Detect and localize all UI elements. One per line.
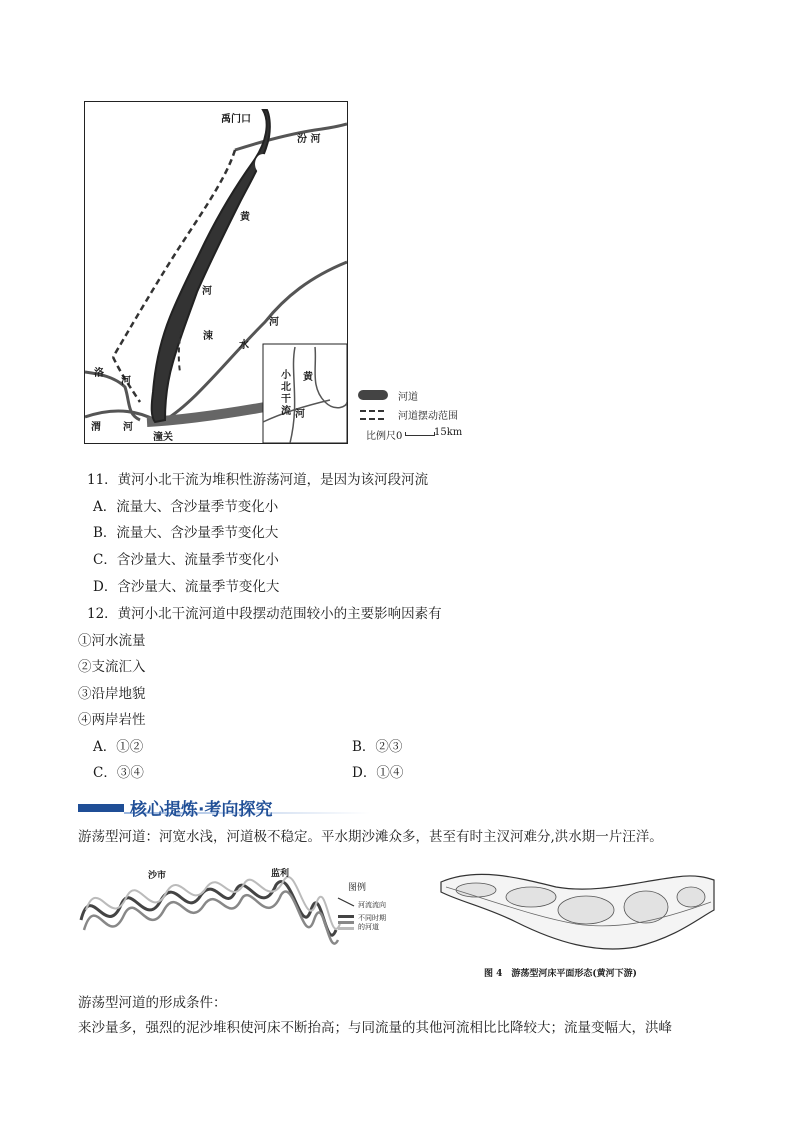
label-su: 涑 [203,331,213,342]
legend-swatch-1 [338,915,354,918]
label-city-shashi: 沙市 [148,871,167,881]
label-yumenkou: 禹门口 [221,114,251,125]
legend-swatch-3 [338,927,354,930]
legend-swatch-2 [338,921,354,924]
label-inset-he: 河 [295,409,305,420]
label-wei-he: 河 [123,422,133,433]
q12-item-2: ②支流汇入 [78,659,146,675]
label-inset-huang: 黄 [303,372,313,383]
q12-option-d[interactable]: D．①④ [352,765,404,781]
q12-option-c[interactable]: C．③④ [93,765,144,781]
map-legend [358,388,463,442]
q11-option-a[interactable]: A．流量大、含沙量季节变化小 [93,499,279,515]
label-huang: 黄 [240,212,250,223]
label-wei: 渭 [91,422,101,433]
label-he-2: 河 [269,317,279,328]
label-he-1: 河 [202,286,212,297]
legend-scale-value: 15km [434,427,463,438]
yellow-river-channel [152,110,270,422]
q11-option-c[interactable]: C．含沙量大、流量季节变化小 [93,552,279,568]
section-bar [78,804,124,812]
q12-option-b[interactable]: B．②③ [352,739,403,755]
label-tongguan: 潼关 [153,432,173,443]
braided-drawing [436,862,716,962]
label-shui: 水 [239,340,249,351]
q12-item-1: ①河水流量 [78,633,146,649]
legend-swing-label: 河道摆动范围 [398,411,458,422]
channel-2 [84,892,338,944]
fen-river [235,124,347,150]
sandbar-3 [558,896,614,924]
q11-stem: 11．黄河小北干流为堆积性游荡河道，是因为该河段河流 [87,472,429,488]
q12-stem: 12．黄河小北干流河道中段摆动范围较小的主要影响因素有 [87,606,442,622]
label-inset-title: 小北干流 [281,370,291,417]
legend-scale-prefix: 比例尺0 [366,431,403,442]
legend-channel-swatch [358,390,388,400]
figure-caption: 图 4 游荡型河床平面形态(黄河下游) [484,969,637,979]
label-city-jianli: 监利 [271,869,290,879]
flow-arrow [338,898,354,906]
legend-scale-bar [405,432,435,436]
section-title: 核心提炼·考向探究 [130,800,273,820]
label-luo-he: 河 [121,376,131,387]
sandbar-5 [677,887,705,907]
q12-item-3: ③沿岸地貌 [78,686,146,702]
figure-legend-flow: 河流流向 [358,901,386,909]
conditions-title: 游荡型河道的形成条件： [78,995,227,1011]
intro-paragraph: 游荡型河道：河宽水浅，河道极不稳定。平水期沙滩众多，甚至有时主汊河难分,洪水期一片汪洋。 [78,829,663,845]
river-island [255,154,271,174]
sandbar-1 [456,883,496,897]
label-fen-river: 汾 河 [297,134,321,145]
label-luo: 洛 [94,368,104,379]
yellow-river-map [84,101,348,444]
q12-item-4: ④两岸岩性 [78,712,146,728]
conditions-text: 来沙量多，强烈的泥沙堆积使河床不断抬高；与同流量的其他河流相比比降较大；流量变幅大，洪峰 [78,1020,672,1036]
figure-braided-riverbed [436,862,716,982]
sandbar-2 [506,887,556,907]
legend-swing-swatch [360,410,384,420]
q11-option-d[interactable]: D．含沙量大、流量季节变化大 [93,579,280,595]
q11-option-b[interactable]: B．流量大、含沙量季节变化大 [93,525,279,541]
q12-option-a[interactable]: A．①② [93,739,144,755]
figure-meandering-channels [76,860,412,978]
figure-legend-title: 图例 [348,883,367,893]
legend-channel-label: 河道 [398,392,418,403]
map-drawing [85,102,347,443]
inset-map-frame [263,344,347,443]
figure-legend-channels: 不同时期的河道 [358,914,386,931]
section-header [78,795,378,819]
sandbar-4 [624,891,668,923]
